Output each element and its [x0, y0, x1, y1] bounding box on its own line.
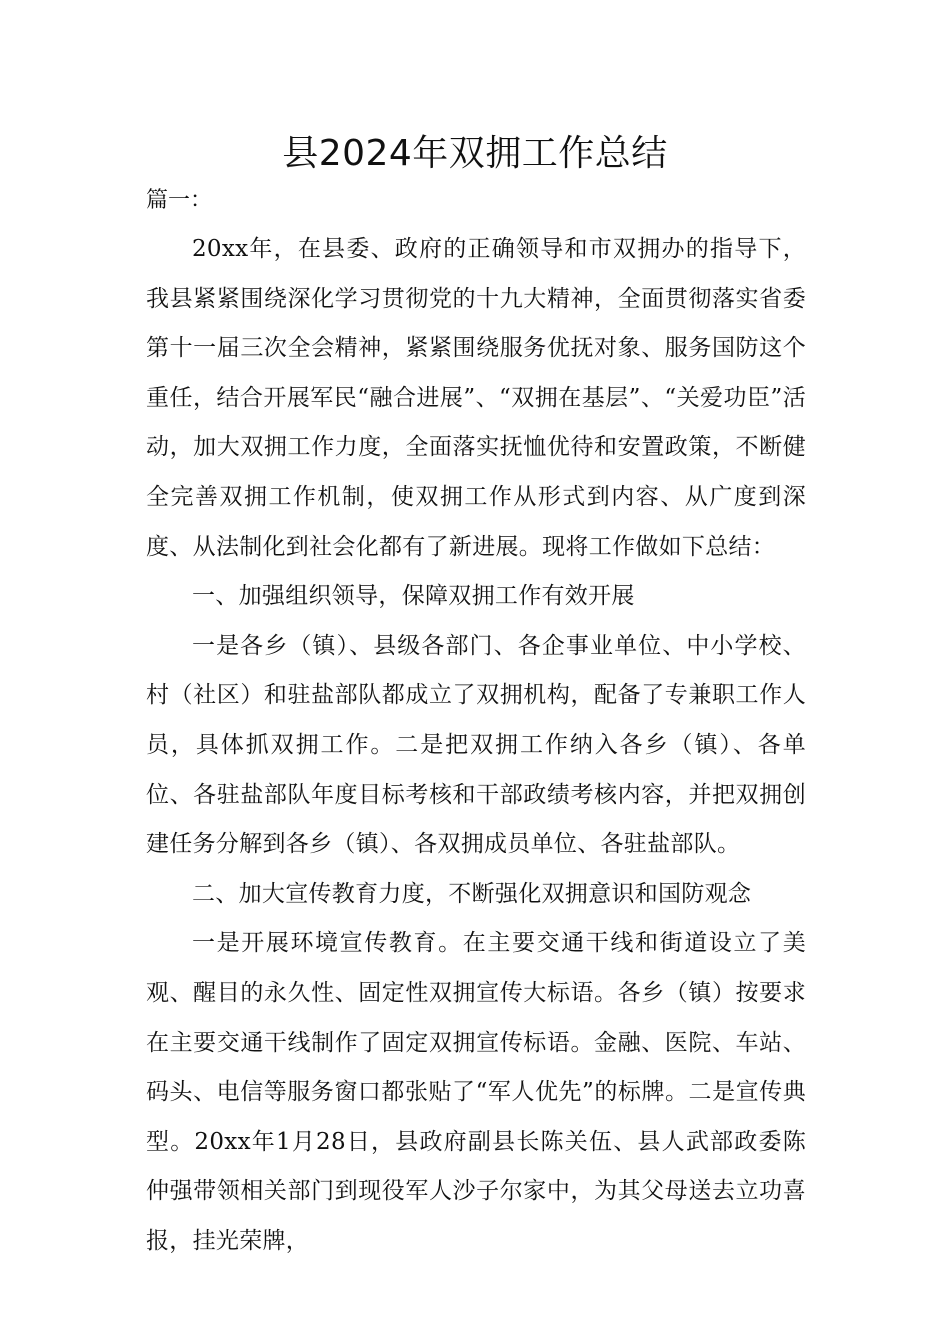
- paragraph-publicity: 一是开展环境宣传教育。在主要交通干线和街道设立了美观、醒目的永久性、固定性双拥宣传大标语。各乡（镇）按要求在主要交通干线制作了固定双拥宣传标语。金融、医院、车站、码头、电信等服务窗口都张贴了“军人优先”的标牌。二是宣传典型。20xx年1月28日，县政府副县长陈关伍、县人武部政委陈仲强带领相关部门到现役军人沙子尔家中，为其父母送去立功喜报，挂光荣牌，: [146, 930, 806, 1254]
- section-label: 篇一：: [146, 188, 213, 213]
- paragraph-intro: 20xx年，在县委、政府的正确领导和市双拥办的指导下，我县紧紧围绕深化学习贯彻党的十九大精神，全面贯彻落实省委第十一届三次全会精神，紧紧围绕服务优抚对象、服务国防这个重任，结合开展军民“融合进展”、“双拥在基层”、“关爱功臣”活动，加大双拥工作力度，全面落实抚恤优待和安置政策，不断健全完善双拥工作机制，使双拥工作从形式到内容、从广度到深度、从法制化到社会化都有了新进展。现将工作做如下总结：: [146, 236, 806, 560]
- document-body: [146, 225, 806, 1266]
- document-title: 县2024年双拥工作总结: [282, 133, 668, 174]
- section-heading-2: 二、加大宣传教育力度，不断强化双拥意识和国防观念: [192, 880, 752, 907]
- section-heading-1: 一、加强组织领导，保障双拥工作有效开展: [192, 583, 635, 610]
- paragraph-organization: 一是各乡（镇）、县级各部门、各企事业单位、中小学校、村（社区）和驻盐部队都成立了双拥机构，配备了专兼职工作人员，具体抓双拥工作。二是把双拥工作纳入各乡（镇）、各单位、各驻盐部队年度目标考核和干部政绩考核内容，并把双拥创建任务分解到各乡（镇）、各双拥成员单位、各驻盐部队。: [146, 632, 806, 858]
